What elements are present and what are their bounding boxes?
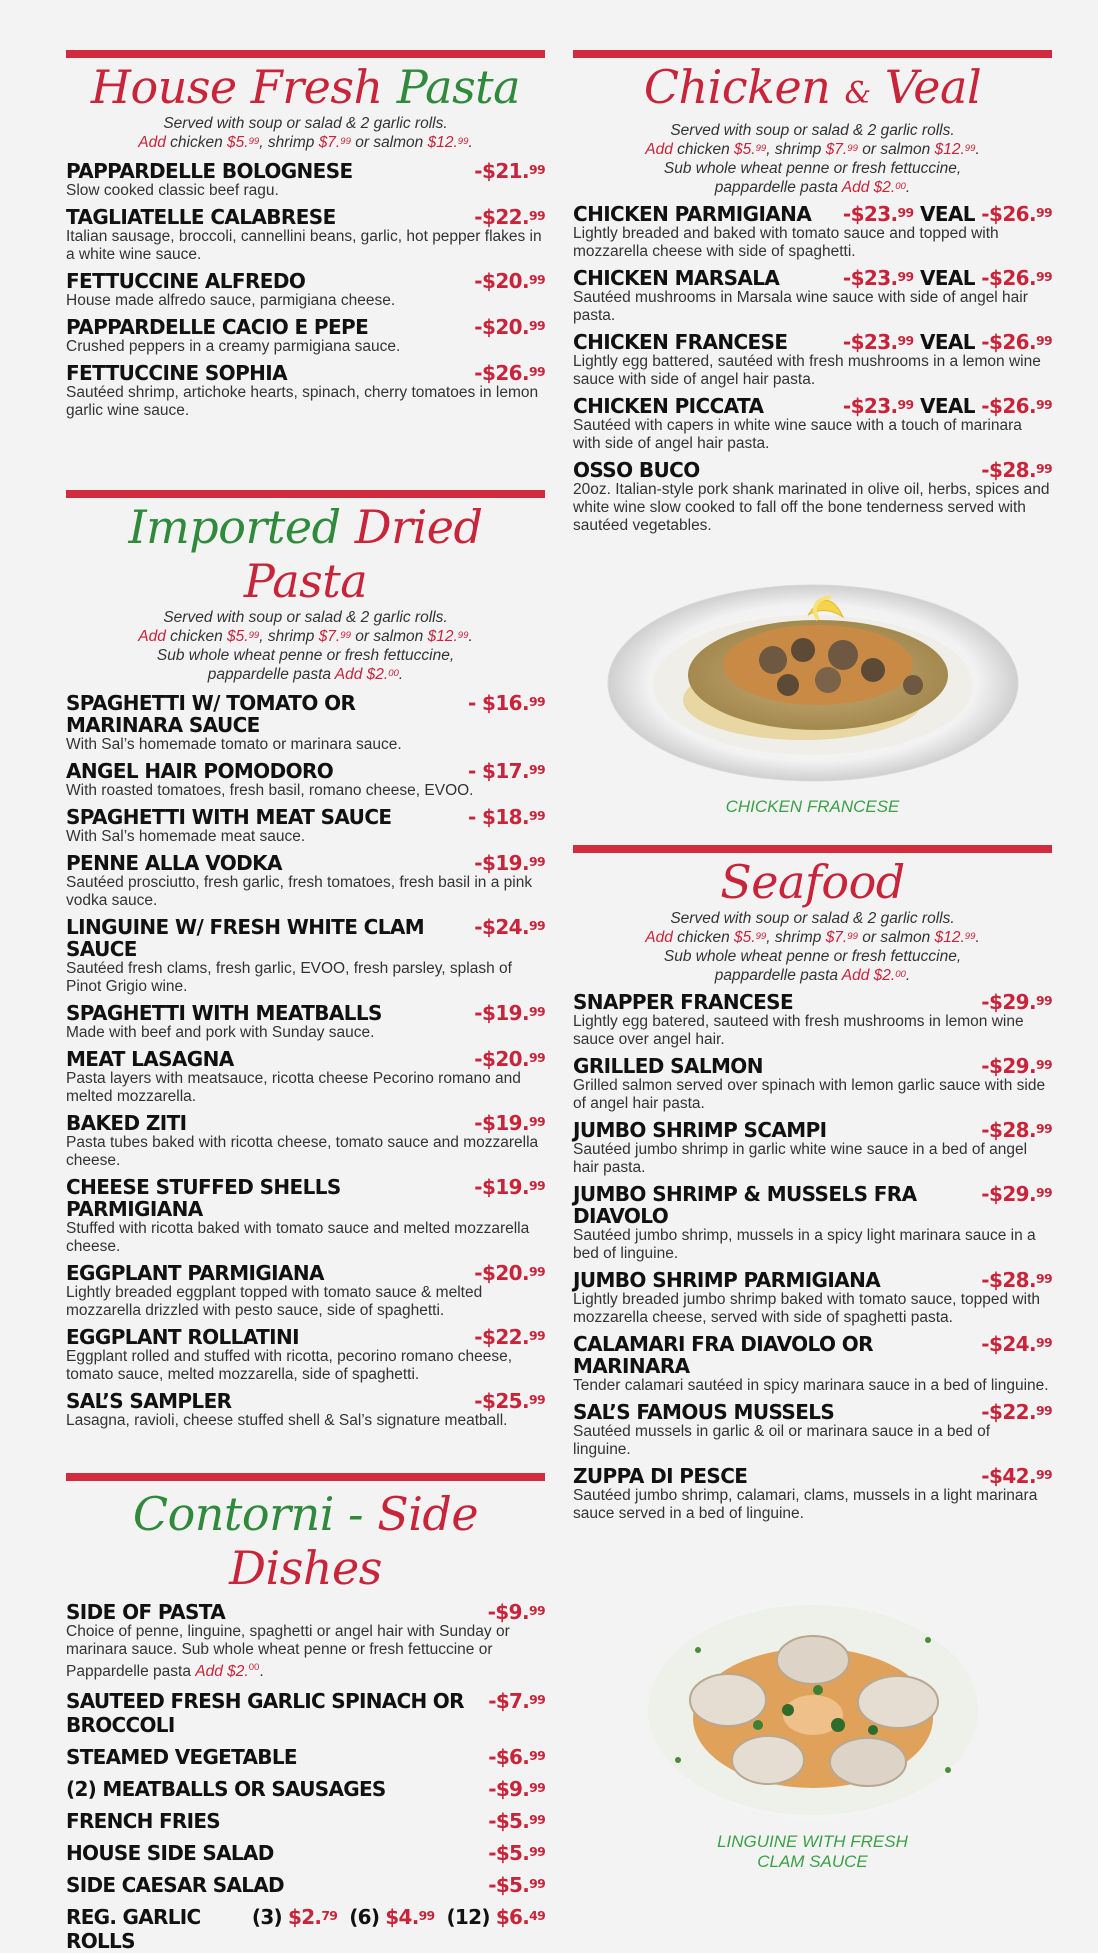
item-name: (2) MEATBALLS OR SAUSAGES bbox=[66, 1777, 386, 1802]
item-name: SPAGHETTI W/ TOMATO OR MARINARA SAUCE bbox=[66, 691, 356, 737]
item-name: GRILLED SALMON bbox=[573, 1054, 763, 1078]
item-description: Crushed peppers in a creamy parmigiana sauce. bbox=[66, 338, 401, 355]
section-heading: Contorni - Side Dishes bbox=[132, 1487, 479, 1595]
side-dish-list bbox=[66, 1689, 545, 1897]
menu-item bbox=[573, 1401, 1052, 1459]
section-note: Served with soup or salad & 2 garlic rolls. Add chicken $5.99, shrimp $7.99 or salmon $12.99. Sub whole wheat penne or fresh fettuccine, pappardelle pasta Add $2.00. bbox=[645, 910, 980, 984]
item-name: MEAT LASAGNA bbox=[66, 1047, 234, 1071]
item-name: CHEESE STUFFED SHELLS PARMIGIANA bbox=[66, 1175, 341, 1221]
item-name: SPAGHETTI WITH MEAT SAUCE bbox=[66, 805, 392, 829]
section-note: Served with soup or salad & 2 garlic rolls. Add chicken $5.99, shrimp $7.99 or salmon $12.99. Sub whole wheat penne or fresh fettuccine, pappardelle pasta Add $2.00. bbox=[645, 122, 980, 196]
chicken-francese-photo bbox=[603, 575, 1023, 785]
item-price: -$23.99 VEAL -$26.99 bbox=[842, 330, 1052, 354]
item-name: FRENCH FRIES bbox=[66, 1809, 221, 1834]
item-description: Sautéed jumbo shrimp in garlic white wine sauce in a bed of angel hair pasta. bbox=[573, 1141, 1028, 1176]
item-name: EGGPLANT PARMIGIANA bbox=[66, 1261, 324, 1285]
item-price: -$19.99 bbox=[474, 1111, 545, 1135]
item-description: Sautéed fresh clams, fresh garlic, EVOO, fresh parsley, splash of Pinot Grigio wine. bbox=[66, 960, 512, 995]
item-description: Italian sausage, broccoli, cannellini beans, garlic, hot pepper flakes in a white wine sauce. bbox=[66, 228, 542, 263]
photo-caption: CHICKEN FRANCESE bbox=[725, 797, 900, 816]
side-dish-row bbox=[66, 1873, 545, 1897]
menu-item bbox=[66, 270, 545, 310]
item-price: -$9.99 bbox=[488, 1777, 545, 1802]
item-description: Pasta tubes baked with ricotta cheese, tomato sauce and mozzarella cheese. bbox=[66, 1134, 539, 1169]
menu-item bbox=[66, 1176, 545, 1256]
section-heading: Imported Dried Pasta bbox=[128, 500, 483, 608]
section-rule bbox=[573, 50, 1052, 58]
item-description: Lasagna, ravioli, cheese stuffed shell & Sal’s signature meatball. bbox=[66, 1412, 508, 1429]
menu-item bbox=[573, 203, 1052, 261]
section-note: Served with soup or salad & 2 garlic rolls. Add chicken $5.99, shrimp $7.99 or salmon $12.99. bbox=[138, 115, 473, 151]
item-price: -$19.99 bbox=[474, 1175, 545, 1199]
section-rule bbox=[66, 1473, 545, 1481]
photo-caption: LINGUINE WITH FRESH CLAM SAUCE bbox=[717, 1832, 908, 1871]
item-price: -$20.99 bbox=[474, 269, 545, 293]
item-name: JUMBO SHRIMP & MUSSELS FRA DIAVOLO bbox=[573, 1182, 917, 1228]
item-description: Slow cooked classic beef ragu. bbox=[66, 182, 279, 199]
item-name: SAUTEED FRESH GARLIC SPINACH OR BROCCOLI bbox=[66, 1689, 464, 1738]
chicken-veal-section bbox=[573, 50, 1052, 535]
item-name: STEAMED VEGETABLE bbox=[66, 1745, 297, 1770]
menu-item bbox=[573, 1055, 1052, 1113]
menu-item bbox=[66, 852, 545, 910]
item-description: Lightly egg batered, sauteed with fresh mushrooms in lemon wine sauce over angel hair. bbox=[573, 1013, 1024, 1048]
item-description: Sautéed with capers in white wine sauce with a touch of marinara with side of angel hair pasta. bbox=[573, 417, 1022, 452]
menu-item bbox=[573, 395, 1052, 453]
item-name: EGGPLANT ROLLATINI bbox=[66, 1325, 299, 1349]
menu-item bbox=[66, 362, 545, 420]
item-description: Tender calamari sautéed in spicy marinara sauce in a bed of linguine. bbox=[573, 1377, 1049, 1394]
item-description: Sautéed mushrooms in Marsala wine sauce with side of angel hair pasta. bbox=[573, 289, 1028, 324]
section-heading: Chicken & Veal bbox=[643, 60, 982, 114]
item-price: -$22.99 bbox=[474, 205, 545, 229]
house-pasta-items bbox=[66, 160, 545, 420]
item-price: -$22.99 bbox=[474, 1325, 545, 1349]
item-price: -$28.99 bbox=[981, 1268, 1052, 1292]
item-description: Made with beef and pork with Sunday sauce. bbox=[66, 1024, 375, 1041]
item-description: Grilled salmon served over spinach with lemon garlic sauce with side of angel hair pasta. bbox=[573, 1077, 1046, 1112]
item-description: Lightly breaded eggplant topped with tomato sauce & melted mozzarella drizzled with pesto sauce, side of spaghetti. bbox=[66, 1284, 483, 1319]
item-name: TAGLIATELLE CALABRESE bbox=[66, 205, 336, 229]
section-note: Served with soup or salad & 2 garlic rolls. Add chicken $5.99, shrimp $7.99 or salmon $12.99. Sub whole wheat penne or fresh fettuccine, pappardelle pasta Add $2.00. bbox=[138, 609, 473, 683]
item-name: LINGUINE W/ FRESH WHITE CLAM SAUCE bbox=[66, 915, 425, 961]
menu-item bbox=[66, 1002, 545, 1042]
side-dish-row bbox=[66, 1689, 545, 1737]
item-name: JUMBO SHRIMP PARMIGIANA bbox=[573, 1268, 881, 1292]
item-description: Pasta layers with meatsauce, ricotta cheese Pecorino romano and melted mozzarella. bbox=[66, 1070, 521, 1105]
menu-item bbox=[573, 1333, 1052, 1395]
side-dish-row bbox=[66, 1841, 545, 1865]
item-description: Lightly egg battered, sautéed with fresh mushrooms in a lemon wine sauce with side of angel hair pasta. bbox=[573, 353, 1041, 388]
menu-item bbox=[66, 1262, 545, 1320]
section-heading: Seafood bbox=[720, 855, 905, 909]
item-name: ANGEL HAIR POMODORO bbox=[66, 759, 334, 783]
menu-item bbox=[573, 267, 1052, 325]
menu-item bbox=[66, 160, 545, 200]
item-name: SAL’S SAMPLER bbox=[66, 1389, 232, 1413]
side-dish-row bbox=[66, 1745, 545, 1769]
item-name: PAPPARDELLE CACIO E PEPE bbox=[66, 315, 369, 339]
item-price: -$7.99 bbox=[488, 1689, 545, 1714]
item-price: -$29.99 bbox=[981, 1054, 1052, 1078]
item-name: HOUSE SIDE SALAD bbox=[66, 1841, 274, 1866]
item-name: JUMBO SHRIMP SCAMPI bbox=[573, 1118, 827, 1142]
item-description: Sautéed jumbo shrimp, mussels in a spicy light marinara sauce in a bed of linguine. bbox=[573, 1227, 1036, 1262]
item-price: -$23.99 VEAL -$26.99 bbox=[842, 266, 1052, 290]
item-price: -$19.99 bbox=[474, 1001, 545, 1025]
side-dishes-section bbox=[66, 1473, 545, 1953]
item-name: FETTUCCINE ALFREDO bbox=[66, 269, 306, 293]
item-price: -$5.99 bbox=[488, 1841, 545, 1866]
item-name: CHICKEN PICCATA bbox=[573, 394, 764, 418]
item-name: SAL’S FAMOUS MUSSELS bbox=[573, 1400, 835, 1424]
imported-pasta-items bbox=[66, 692, 545, 1430]
item-name: BAKED ZITI bbox=[66, 1111, 187, 1135]
menu-item bbox=[66, 692, 545, 754]
item-price: -$6.99 bbox=[488, 1745, 545, 1770]
imported-pasta-section bbox=[66, 490, 545, 1430]
menu-item: OSSO BUCO -$28.99 20oz. Italian-style pork shank marinated in olive oil, herbs, spices and white wine slow cooked to fall off the bone tenderness served with sautéed vegetables. bbox=[573, 458, 1052, 534]
item-price: -$20.99 bbox=[474, 1047, 545, 1071]
side-dish-row bbox=[66, 1777, 545, 1801]
item-price: - $16.99 bbox=[467, 691, 545, 715]
item-description: With Sal’s homemade tomato or marinara sauce. bbox=[66, 736, 402, 753]
item-price: -$20.99 bbox=[474, 1261, 545, 1285]
item-price: -$5.99 bbox=[488, 1809, 545, 1834]
item-price: -$21.99 bbox=[474, 159, 545, 183]
item-description: Eggplant rolled and stuffed with ricotta, pecorino romano cheese, tomato sauce, melted mozzarella, side of spaghetti. bbox=[66, 1348, 513, 1383]
item-price: -$23.99 VEAL -$26.99 bbox=[842, 202, 1052, 226]
item-name: PENNE ALLA VODKA bbox=[66, 851, 282, 875]
menu-item bbox=[66, 206, 545, 264]
item-description: With Sal’s homemade meat sauce. bbox=[66, 828, 306, 845]
section-rule bbox=[573, 845, 1052, 853]
item-price: -$24.99 bbox=[474, 915, 545, 939]
item-name: FETTUCCINE SOPHIA bbox=[66, 361, 287, 385]
menu-item bbox=[573, 331, 1052, 389]
item-price: -$22.99 bbox=[981, 1400, 1052, 1424]
item-name: SIDE CAESAR SALAD bbox=[66, 1873, 284, 1898]
section-rule bbox=[66, 50, 545, 58]
plate-image bbox=[603, 575, 1023, 785]
linguine-clam-photo bbox=[638, 1590, 988, 1830]
item-description: With roasted tomatoes, fresh basil, romano cheese, EVOO. bbox=[66, 782, 474, 799]
item-price: -$20.99 bbox=[474, 315, 545, 339]
item-price: -$28.99 bbox=[981, 1118, 1052, 1142]
item-price: -$29.99 bbox=[981, 1182, 1052, 1206]
item-price: -$29.99 bbox=[981, 990, 1052, 1014]
item-description: Sautéed prosciutto, fresh garlic, fresh tomatoes, fresh basil in a pink vodka sauce. bbox=[66, 874, 533, 909]
item-description: House made alfredo sauce, parmigiana cheese. bbox=[66, 292, 396, 309]
item-price: - $17.99 bbox=[467, 759, 545, 783]
chicken-veal-items bbox=[573, 203, 1052, 453]
menu-item bbox=[573, 1465, 1052, 1523]
item-price: -$25.99 bbox=[474, 1389, 545, 1413]
item-description: Lightly breaded and baked with tomato sauce and topped with mozzarella cheese with side of spaghetti. bbox=[573, 225, 999, 260]
item-name: ZUPPA DI PESCE bbox=[573, 1464, 748, 1488]
menu-item bbox=[66, 1048, 545, 1106]
menu-item bbox=[573, 1183, 1052, 1263]
item-description: Sautéed shrimp, artichoke hearts, spinach, cherry tomatoes in lemon garlic wine sauce. bbox=[66, 384, 539, 419]
item-name: CALAMARI FRA DIAVOLO OR MARINARA bbox=[573, 1332, 873, 1378]
plate-image bbox=[638, 1590, 988, 1830]
garlic-rolls-row: REG. GARLIC ROLLS (3) $2.79 (6) $4.99 (12) $6.49 bbox=[66, 1905, 545, 1953]
house-pasta-section bbox=[66, 50, 545, 420]
section-heading: House Fresh Pasta bbox=[90, 60, 521, 114]
menu-item bbox=[66, 316, 545, 356]
menu-item bbox=[66, 1390, 545, 1430]
item-name: SNAPPER FRANCESE bbox=[573, 990, 794, 1014]
seafood-section bbox=[573, 845, 1052, 1523]
item-price: - $18.99 bbox=[467, 805, 545, 829]
menu-item bbox=[66, 1112, 545, 1170]
item-name: CHICKEN FRANCESE bbox=[573, 330, 788, 354]
item-description: Stuffed with ricotta baked with tomato sauce and melted mozzarella cheese. bbox=[66, 1220, 530, 1255]
item-name: CHICKEN MARSALA bbox=[573, 266, 780, 290]
item-price: -$42.99 bbox=[981, 1464, 1052, 1488]
seafood-items bbox=[573, 991, 1052, 1523]
item-description: Sautéed mussels in garlic & oil or marinara sauce in a bed of linguine. bbox=[573, 1423, 990, 1458]
section-rule bbox=[66, 490, 545, 498]
menu-item bbox=[66, 806, 545, 846]
menu-item bbox=[573, 991, 1052, 1049]
item-price: -$24.99 bbox=[981, 1332, 1052, 1356]
item-name: SPAGHETTI WITH MEATBALLS bbox=[66, 1001, 382, 1025]
item-description: Lightly breaded jumbo shrimp baked with tomato sauce, topped with mozzarella cheese, served with side of spaghetti pasta. bbox=[573, 1291, 1040, 1326]
menu-item bbox=[66, 1326, 545, 1384]
menu-item: SIDE OF PASTA -$9.99 Choice of penne, linguine, spaghetti or angel hair with Sunday or marinara sauce. Sub whole wheat penne or fresh fettuccine or Pappardelle pasta Add $2.00. bbox=[66, 1600, 545, 1681]
menu-item bbox=[573, 1269, 1052, 1327]
item-price: -$23.99 VEAL -$26.99 bbox=[842, 394, 1052, 418]
item-price: -$5.99 bbox=[488, 1873, 545, 1898]
menu-item bbox=[66, 916, 545, 996]
item-price: -$26.99 bbox=[474, 361, 545, 385]
menu-item bbox=[573, 1119, 1052, 1177]
menu-item bbox=[66, 760, 545, 800]
item-name: CHICKEN PARMIGIANA bbox=[573, 202, 812, 226]
item-price: -$19.99 bbox=[474, 851, 545, 875]
side-dish-row bbox=[66, 1809, 545, 1833]
item-description: Sautéed jumbo shrimp, calamari, clams, mussels in a light marinara sauce served in a bed of linguine. bbox=[573, 1487, 1038, 1522]
item-name: PAPPARDELLE BOLOGNESE bbox=[66, 159, 353, 183]
